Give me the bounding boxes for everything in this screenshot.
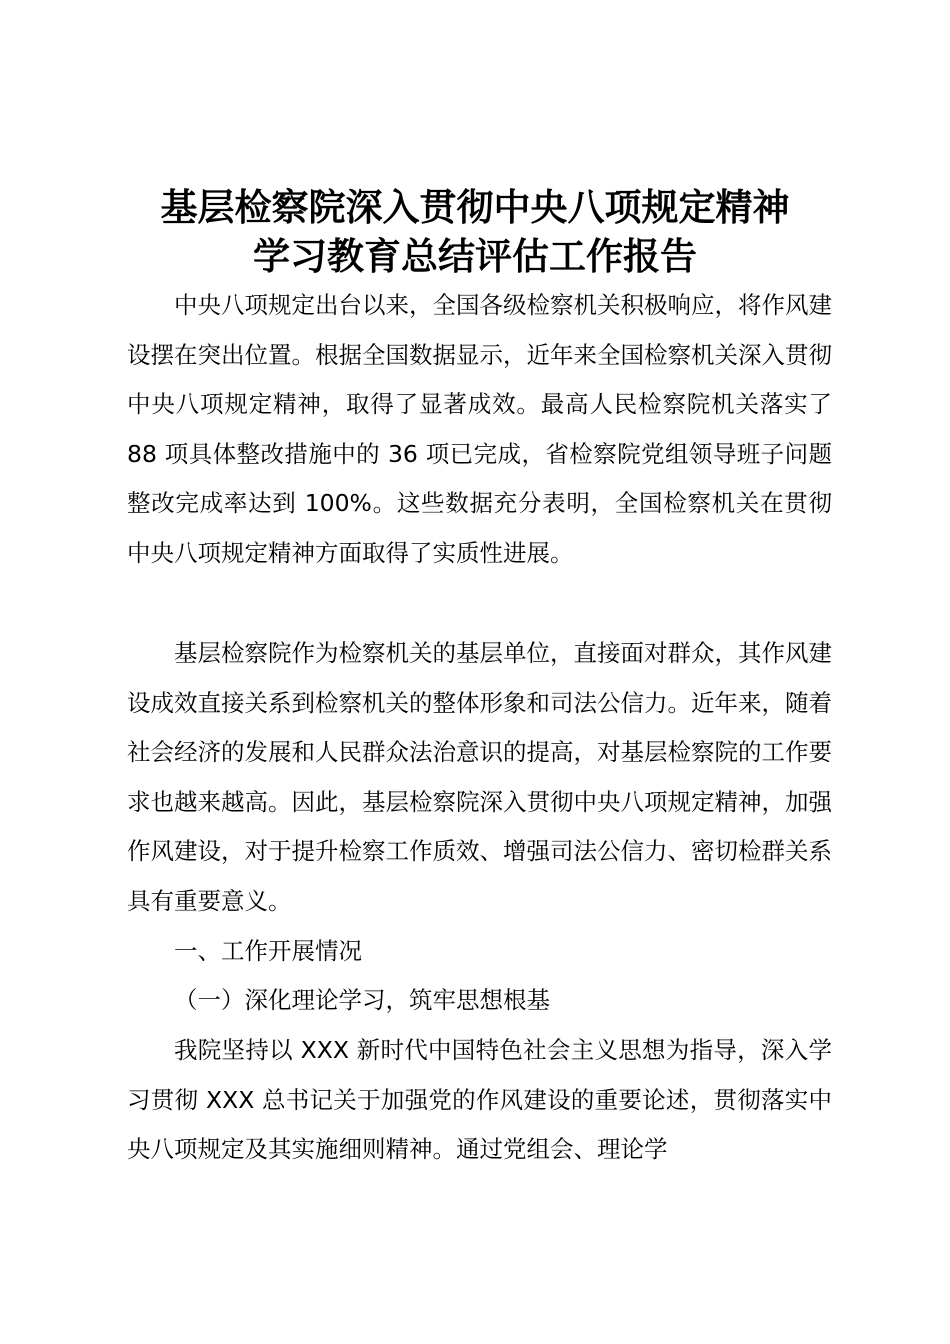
document-title-line-2: 学习教育总结评估工作报告 — [253, 235, 697, 278]
paragraph-theory-study: 我院坚持以 XXX 新时代中国特色社会主义思想为指导，深入学习贯彻 XXX 总书记关于加强党的作风建设的重要论述，贯彻落实中央八项规定及其实施细则精神。通过党组会、理论学 — [127, 1036, 832, 1163]
paragraph-background: 基层检察院作为检察机关的基层单位，直接面对群众，其作风建设成效直接关系到检察机关的整体形象和司法公信力。近年来，随着社会经济的发展和人民群众法治意识的提高，对基层检察院的工作要求也越来越高。因此，基层检察院深入贯彻中央八项规定精神，加强作风建设，对于提升检察工作质效、增强司法公信力、密切检群关系具有重要意义。 — [127, 639, 832, 915]
subsection-heading: （一）深化理论学习，筑牢思想根基 — [174, 986, 550, 1014]
paragraph-intro: 中央八项规定出台以来，全国各级检察机关积极响应，将作风建设摆在突出位置。根据全国数据显示，近年来全国检察机关深入贯彻中央八项规定精神，取得了显著成效。最高人民检察院机关落实了 88 项具体整改措施中的 36 项已完成，省检察院党组领导班子问题整改完成率达到 100%。这些数据充分表明，全国检察机关在贯彻中央八项规定精神方面取得了实质性进展。 — [127, 291, 832, 567]
document-title-line-1: 基层检察院深入贯彻中央八项规定精神 — [160, 186, 790, 229]
section-heading: 一、工作开展情况 — [174, 937, 362, 965]
